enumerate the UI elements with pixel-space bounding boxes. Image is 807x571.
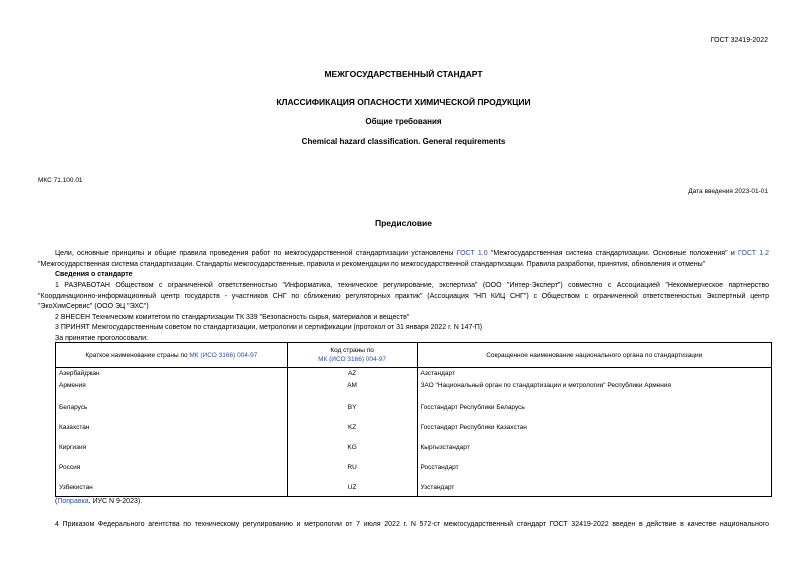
country-code: RU — [287, 462, 417, 482]
column-header-country: Краткое наименование страны по МК (ИСО 3166) 004-97 — [56, 343, 288, 368]
country-code: KZ — [287, 422, 417, 442]
country-code: UZ — [287, 482, 417, 496]
table-row — [56, 380, 772, 402]
table-row — [56, 462, 772, 482]
item-3: 3 ПРИНЯТ Межгосударственным советом по стандартизации, метрологии и сертификации (протокол от 31 января 2022 г. N 147-П) — [55, 324, 483, 331]
table-header-row — [56, 343, 772, 368]
gost-1-0-link[interactable]: ГОСТ 1.0 — [456, 250, 488, 257]
standards-body-name: Госстандарт Республики Казахстан — [417, 422, 772, 442]
standards-body-name: Узстандарт — [417, 482, 772, 496]
country-code: AM — [287, 380, 417, 402]
document-number: ГОСТ 32419-2022 — [710, 37, 768, 44]
voting-countries-table — [55, 342, 772, 497]
paragraph-text: Цели, основные принципы и общие правила проведения работ по межгосударственной стандартизации установлены — [55, 250, 457, 257]
column-header-code: Код страны по МК (ИСО 3166) 004-97 — [287, 343, 417, 368]
amendment-link[interactable]: Поправка — [57, 498, 89, 505]
country-name: Россия — [56, 462, 288, 482]
table-row — [56, 482, 772, 496]
mk-iso-3166-link[interactable]: МК (ИСО 3166) 004-97 — [318, 356, 387, 363]
amendment-note: (Поправка. ИУС N 9-2023). — [55, 498, 143, 505]
standards-body-name: Госстандарт Республики Беларусь — [417, 402, 772, 422]
standard-type-heading: МЕЖГОСУДАРСТВЕННЫЙ СТАНДАРТ — [324, 69, 483, 79]
foreword-heading: Предисловие — [374, 218, 433, 228]
mk-iso-3166-link[interactable]: МК (ИСО 3166) 004-97 — [189, 351, 258, 359]
item-1-line-1: 1 РАЗРАБОТАН Обществом с ограниченной ответственностью "Информатика, техническое регулирование, экспертиза" (ООО "Интер-Эксперт") совместно с Ассоциацией "Некоммерческое партнерство — [55, 282, 769, 289]
amendment-text: . ИУС N 9-2023 — [88, 498, 138, 505]
country-name: Киргизия — [56, 442, 288, 462]
table-row — [56, 422, 772, 442]
standards-body-name: Азстандарт — [417, 368, 772, 381]
document-subtitle: Общие требования — [365, 117, 442, 126]
country-name: Беларусь — [56, 402, 288, 422]
country-code: AZ — [287, 368, 417, 381]
standards-body-name: ЗАО "Национальный орган по стандартизации и метрологии" Республики Армения — [417, 380, 772, 402]
country-name: Узбекистан — [56, 482, 288, 496]
column-header-standards-body: Сокращенное наименование национального органа по стандартизации — [417, 343, 772, 368]
country-code: BY — [287, 402, 417, 422]
item-1-line-3: "ЭкоХимСервис" (ООО ЭЦ "ЭХС") — [38, 303, 149, 310]
table-row — [56, 368, 772, 381]
table-row — [56, 442, 772, 462]
standards-body-name: Росстандарт — [417, 462, 772, 482]
foreword-paragraph-1 — [38, 249, 769, 260]
country-name: Армения — [56, 380, 288, 402]
gost-1-2-link[interactable]: ГОСТ 1.2 — [738, 250, 769, 257]
country-name: Азербайджан — [56, 368, 288, 381]
item-1-line-2: "Координационно-информационный центр государств - участников СНГ по сближению регуляторных практик" (Ассоциация "НП КИЦ СНГ") с Обществом с ограниченной ответственностью Экспертный центр — [38, 292, 769, 300]
document-title-english: Chemical hazard classification. General requirements — [301, 137, 506, 146]
country-code: KG — [287, 442, 417, 462]
voted-label: За принятие проголосовали: — [55, 334, 148, 342]
standards-body-name: Кыргызстандарт — [417, 442, 772, 462]
item-2: 2 ВНЕСЕН Техническим комитетом по стандартизации ТК 339 "Безопасность сырья, материалов и веществ" — [55, 313, 410, 321]
mks-code: МКС 71.100.01 — [38, 177, 83, 184]
standard-info-heading: Сведения о стандарте — [55, 271, 133, 278]
document-title: КЛАССИФИКАЦИЯ ОПАСНОСТИ ХИМИЧЕСКОЙ ПРОДУКЦИИ — [276, 97, 531, 107]
table-row — [56, 402, 772, 422]
paragraph-text: "Межгосударственная система стандартизации. Основные положения" и — [487, 250, 739, 257]
introduction-date: Дата введения 2023-01-01 — [688, 188, 768, 195]
foreword-paragraph-1-line-2: "Межгосударственная система стандартизации. Стандарты межгосударственные, правила и рекомендации по межгосударственной стандартизации. Правила разработки, принятия, обновления и отмены" — [38, 260, 706, 268]
item-4: 4 Приказом Федерального агентства по техническому регулированию и метрологии от 7 июля 2022 г. N 572-ст межгосударственный стандарт ГОСТ 32419-2022 введен в действие в качестве национального — [55, 521, 769, 528]
country-name: Казахстан — [56, 422, 288, 442]
